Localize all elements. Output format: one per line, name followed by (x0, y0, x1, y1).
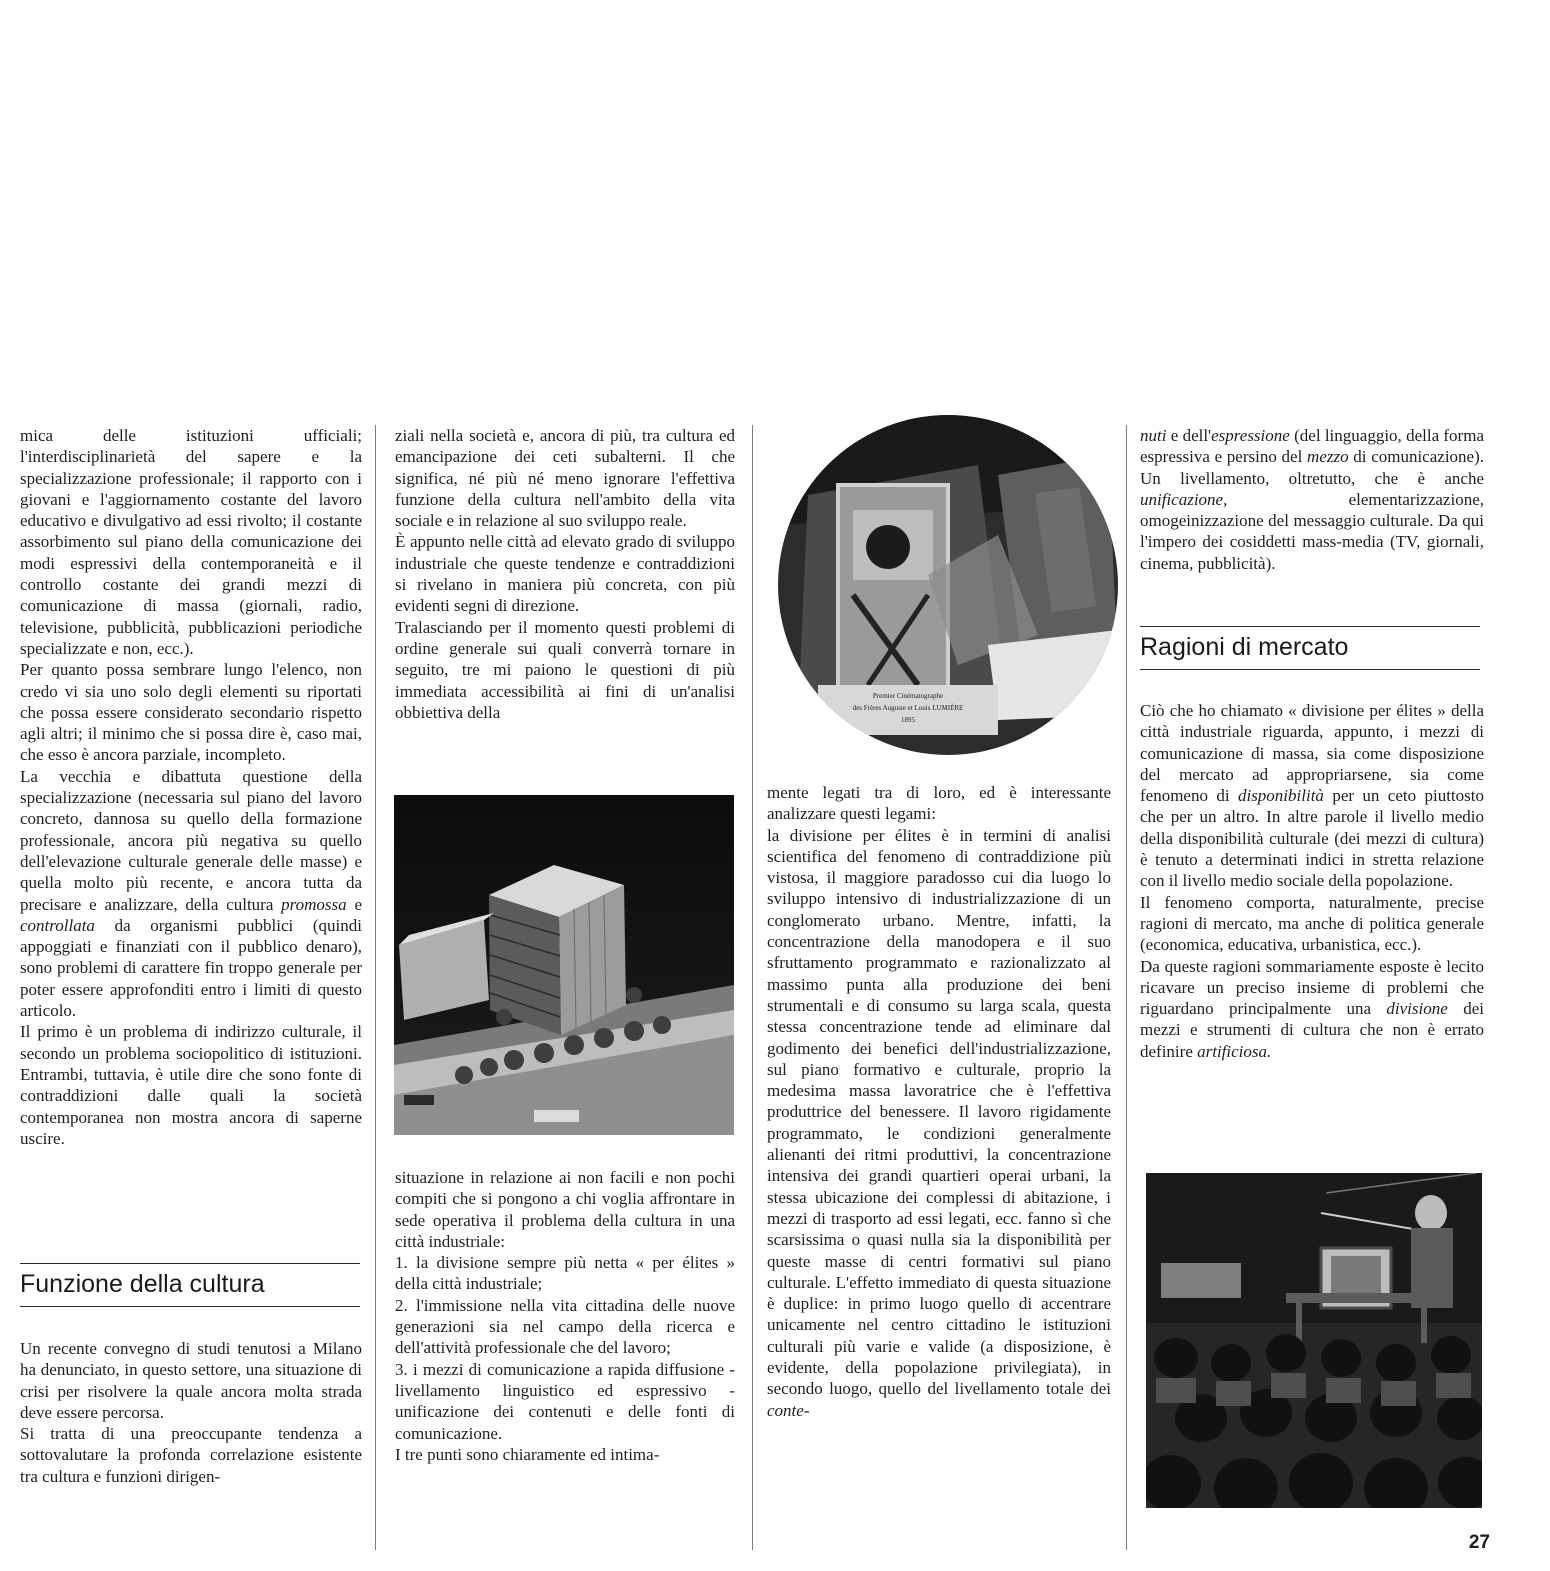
column-2 (395, 425, 735, 723)
classroom-tv-image (1146, 1173, 1482, 1508)
building-model-image (394, 795, 734, 1135)
col4-paragraph-1: nuti e dell'espressione (del linguaggio, della forma espressiva e persino del mezzo di comunicazione). Un livellamento, oltretutto, che è anche unificazione, elementarizzazione, omogeinizzazione del messaggio culturale. Da qui l'impero dei cosiddetti mass-media (TV, giornali, cinema, pubblicità). (1140, 426, 1484, 573)
column-1-lower (20, 1338, 362, 1487)
building-model-photo (394, 795, 734, 1135)
col4-paragraph-2: Ciò che ho chiamato « divisione per élites » della città industriale riguarda, appunto, i mezzi di comunicazione di massa, sia come disposizione del mercato ad appropriarsene, sia come fenomeno di disponibilità per un ceto piuttosto che per un altro. In altre parole il livello medio della disponibilità culturale (dei mezzi di cultura) è tenuto a determinati indici in stretta relazione con il livello medio sociale della popolazione. (1140, 701, 1484, 891)
col2-paragraph-3: Tralasciando per il momento questi problemi di ordine generale sui quali converrà tornare in seguito, tre mi paiono le questioni di più immediata accessibilità ai fini di un'analisi obbiettiva della (395, 617, 735, 722)
col1-paragraph-5: Un recente convegno di studi tenutosi a Milano ha denunciato, in questo settore, una situazione di crisi per risolvere la quale ancora molta strada deve essere percorsa. (20, 1339, 362, 1422)
col4-paragraph-4: Da queste ragioni sommariamente esposte è lecito ricavare un preciso insieme di problemi che riguardano principalmente una divisione dei mezzi e strumenti di cultura che non è errato definire artificiosa. (1140, 956, 1484, 1061)
rule-below-funzione (20, 1306, 360, 1307)
classroom-tv-photo (1146, 1173, 1482, 1508)
col2-paragraph-5: I tre punti sono chiaramente ed intima- (395, 1444, 660, 1464)
lumiere-camera-photo (778, 415, 1118, 755)
col2-paragraph-1: ziali nella società e, ancora di più, tra cultura ed emancipazione dei ceti subalterni. Il che significa, né più né meno ignorare l'effettiva funzione della cultura nell'ambito della vita sociale e in relazione al suo sviluppo reale. (395, 426, 735, 531)
lumiere-camera-image (778, 415, 1118, 755)
column-divider-2 (752, 425, 753, 1550)
col4-paragraph-3: Il fenomeno comporta, naturalmente, precise ragioni di mercato, ma anche di politica generale (economica, educativa, urbanistica, ecc.). (1140, 892, 1484, 955)
col2-list-item-3: 3. i mezzi di comunicazione a rapida diffusione - livellamento linguistico ed espressivo - unificazione dei contenuti e delle fonti di comunicazione. (395, 1359, 735, 1443)
column-4-lower (1140, 700, 1484, 1062)
column-1 (20, 425, 362, 1149)
column-divider-3 (1126, 425, 1127, 1550)
rule-above-ragioni (1140, 626, 1480, 627)
col2-list-item-2: 2. l'immissione nella vita cittadina delle nuove generazioni sia nel campo della ricerca e dell'attività professionale che del lavoro; (395, 1295, 735, 1358)
column-4 (1140, 425, 1484, 574)
rule-below-ragioni (1140, 669, 1480, 670)
col1-paragraph-2: Per quanto possa sembrare lungo l'elenco, non credo vi sia uno solo degli elementi su riportati che possa essere considerato secondario rispetto agli altri; il minimo che si possa dire è, caso mai, che esso è ancora parziale, incompleto. (20, 660, 362, 765)
page-number: 27 (1468, 1532, 1490, 1553)
plaque-line-3: 1895 (901, 716, 915, 724)
col1-paragraph-6: Si tratta di una preoccupante tendenza a sottovalutare la profonda correlazione esistente tra cultura e funzioni dirigen- (20, 1424, 362, 1486)
column-3 (767, 782, 1111, 1421)
col2-list-item-1: 1. la divisione sempre più netta « per élites » della città industriale; (395, 1253, 735, 1294)
heading-ragioni-di-mercato: Ragioni di mercato (1140, 633, 1349, 661)
col1-paragraph-1: mica delle istituzioni ufficiali; l'interdisciplinarietà del sapere e la specializzazione professionale; il rapporto con i giovani e l'aggiornamento costante del lavoro educativo e divulgativo ad essi rivolto; il costante assorbimento sul piano della comunicazione dei modi espressivi della contemporaneità e il controllo costante dei grandi mezzi di comunicazione di massa (giornali, radio, televisione, pubblicità, pubblicazioni periodiche specializzate e non, ecc.). (20, 426, 362, 658)
col1-paragraph-4: Il primo è un problema di indirizzo culturale, il secondo un problema sociopolitico di istituzioni. Entrambi, tuttavia, è utile dire che sono fonte di contraddizioni dalle quali la società contemporanea non mostra ancora di saperne uscire. (20, 1022, 362, 1148)
column-2-lower (395, 1167, 735, 1465)
plaque-line-1: Premier Cinématographe (872, 692, 944, 700)
col2-paragraph-4: situazione in relazione ai non facili e non pochi compiti che si pongono a chi voglia affrontare in sede operativa il problema della cultura in una città industriale: (395, 1168, 735, 1251)
col3-paragraph-1: mente legati tra di loro, ed è interessante analizzare questi legami: la divisione per élites è in termini di analisi scientifica del fenomeno di contraddizione più vistosa, il maggiore paradosso cui dia luogo lo sviluppo intensivo di industrializzazione di un conglomerato urbano. Mentre, infatti, la concentrazione della manodopera e il suo sfruttamento programmato e razionalizzato al massimo punta alla produzione dei beni strumentali e di consumo su larga scala, questa stessa concentrazione tende ad eliminare dal godimento dei benefici dell'industrializzazione, sul piano formativo e culturale, proprio la medesima massa lavoratrice che è l'effettiva produttrice del benessere. Il lavoro rigidamente programmato, le condizioni generalmente alienanti dei ritmi produttivi, la concentrazione intensiva dei grandi quartieri operai urbani, la stessa ubicazione dei complessi di abitazione, i mezzi di trasporto ad essi legati, ecc. fanno sì che scarsissima o quasi nulla sia la disponibilità per queste masse di centri formativi sul piano culturale. L'effetto immediato di questa situazione è duplice: in primo luogo quello di accentrare unicamente nel centro cittadino le istituzioni culturali più varie e valide (a disposizione, è evidente, della popolazione privilegiata), in secondo luogo, quello del livellamento totale dei conte- (767, 783, 1111, 1420)
heading-funzione-della-cultura: Funzione della cultura (20, 1270, 265, 1298)
col1-paragraph-3: La vecchia e dibattuta questione della specializzazione (necessaria sul piano del lavoro concreto, dannosa su quello della formazione professionale, ancora più negativa su quello dell'elevazione culturale generale delle masse) e quella molto più recente, e ancora tutta da precisare e analizzare, della cultura promossa e controllata da organismi pubblici (quindi appoggiati e finanziati con il pubblico denaro), sono problemi di carattere fin troppo generale per poter essere approfonditi entro i limiti di questo articolo. (20, 766, 362, 1021)
col2-paragraph-2: È appunto nelle città ad elevato grado di sviluppo industriale che queste tendenze e contraddizioni si rivelano in maniera più concreta, con più evidenti segni di direzione. (395, 532, 735, 616)
plaque-line-2: des Frères Auguste et Louis LUMIÈRE (852, 704, 964, 712)
column-divider-1 (375, 425, 376, 1550)
rule-above-funzione (20, 1263, 360, 1264)
